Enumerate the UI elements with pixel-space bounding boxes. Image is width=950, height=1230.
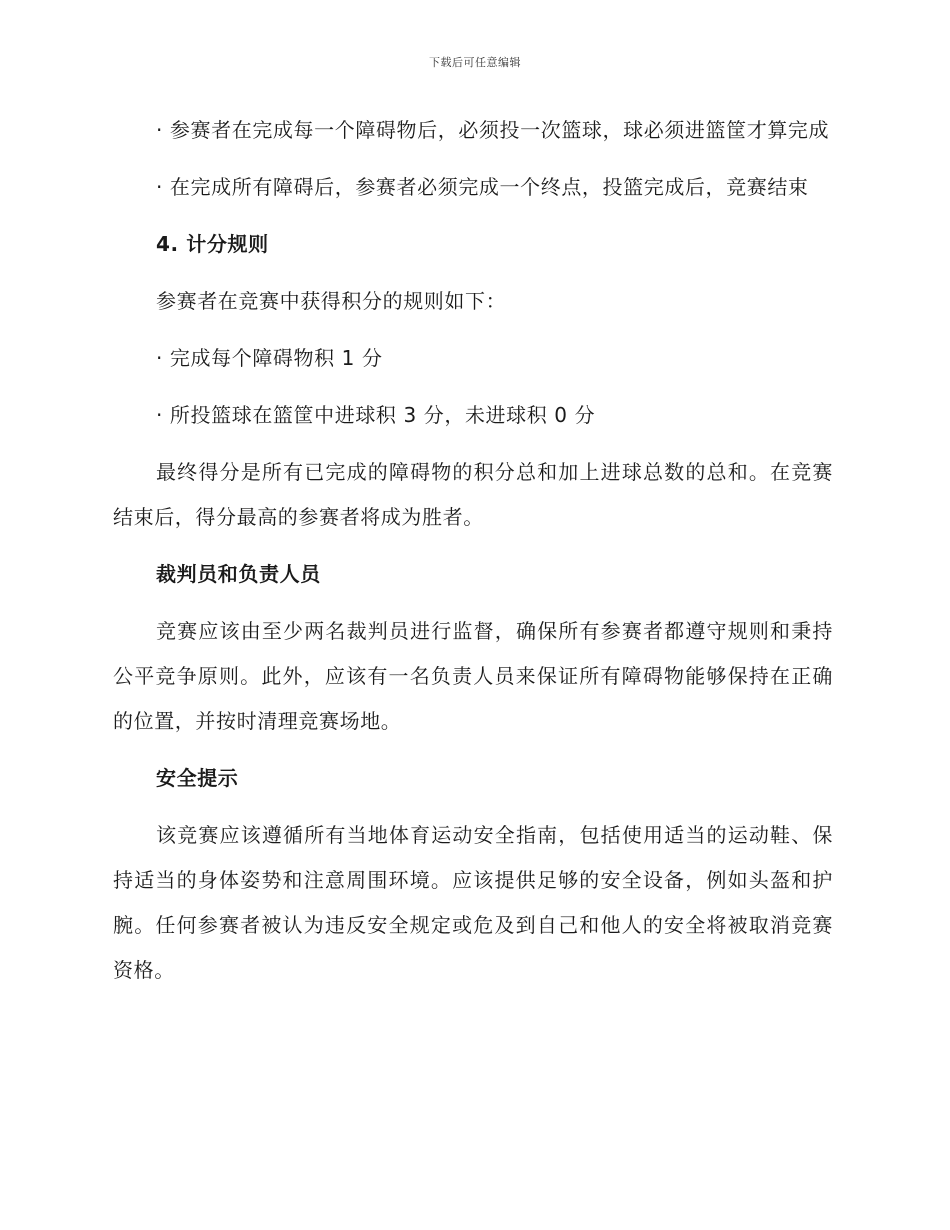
scoring-basket-point: · 所投篮球在篮筐中进球积 3 分，未进球积 0 分 bbox=[156, 403, 596, 427]
scoring-final-score: 最终得分是所有已完成的障碍物的积分总和加上进球总数的总和。在竞赛结束后，得分最高的参赛者将成为胜者。 bbox=[113, 460, 833, 529]
page-header: 下载后可任意编辑 bbox=[429, 56, 521, 69]
heading-safety: 安全提示 bbox=[156, 766, 239, 790]
scoring-obstacle-point: · 完成每个障碍物积 1 分 bbox=[156, 346, 383, 370]
referees-paragraph: 竞赛应该由至少两名裁判员进行监督，确保所有参赛者都遵守规则和秉持公平竞争原则。此外，应该有一名负责人员来保证所有障碍物能够保持在正确的位置，并按时清理竞赛场地。 bbox=[113, 619, 833, 733]
heading-referees: 裁判员和负责人员 bbox=[156, 562, 321, 586]
scoring-intro: 参赛者在竞赛中获得积分的规则如下： bbox=[156, 289, 507, 313]
heading-scoring-rules: 4. 计分规则 bbox=[156, 232, 269, 256]
rule-finish-line: · 在完成所有障碍后，参赛者必须完成一个终点，投篮完成后，竞赛结束 bbox=[156, 175, 809, 199]
rule-basketball-shot: · 参赛者在完成每一个障碍物后，必须投一次篮球，球必须进篮筐才算完成 bbox=[156, 118, 830, 142]
safety-paragraph: 该竞赛应该遵循所有当地体育运动安全指南，包括使用适当的运动鞋、保持适当的身体姿势和注意周围环境。应该提供足够的安全设备，例如头盔和护腕。任何参赛者被认为违反安全规定或危及到自己和他人的安全将被取消竞赛资格。 bbox=[113, 823, 833, 982]
document-body bbox=[113, 108, 833, 1005]
